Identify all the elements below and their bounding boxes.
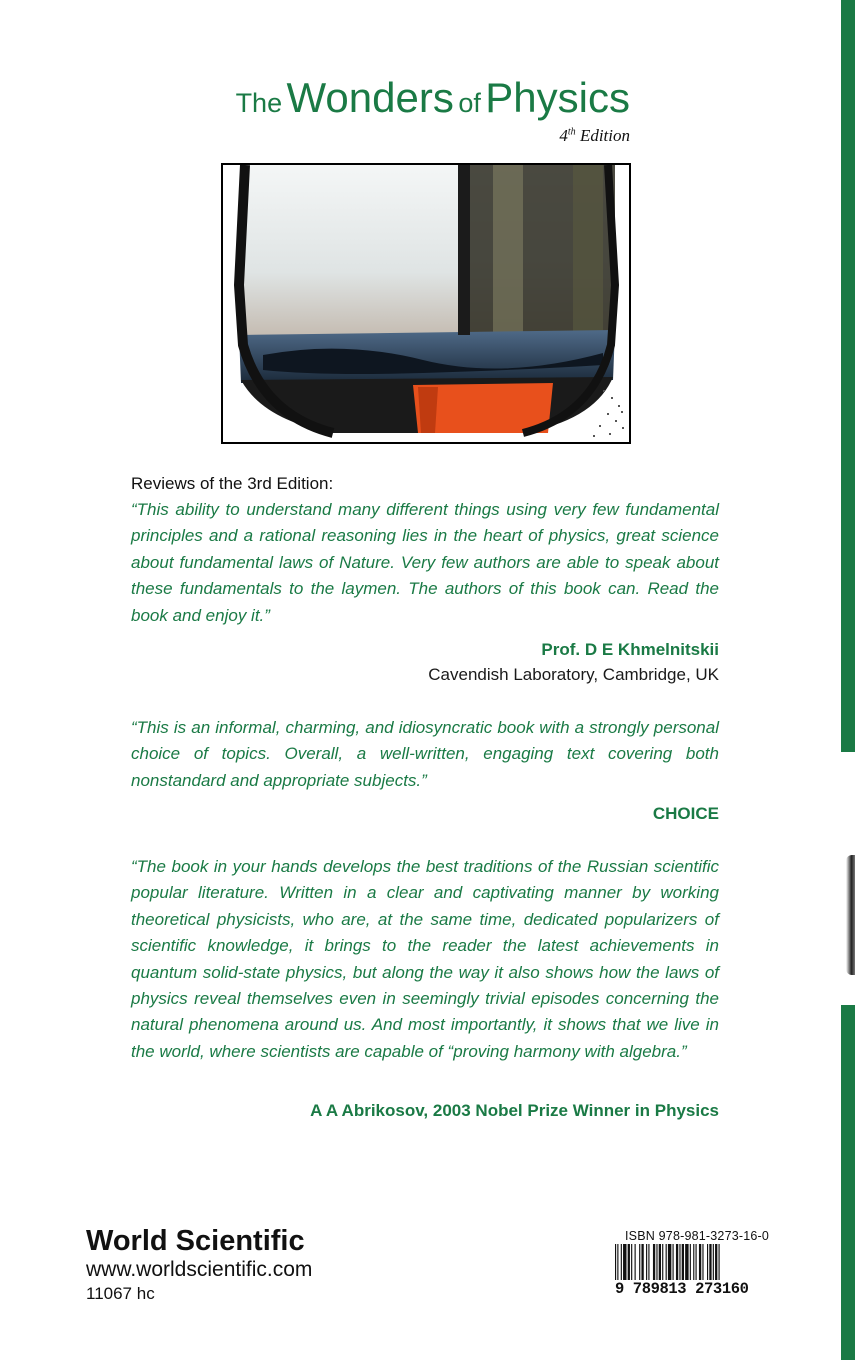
- review-author-2: CHOICE: [652, 804, 719, 823]
- product-code: 11067 hc: [86, 1284, 155, 1303]
- glass-edge-fragment: [846, 855, 855, 975]
- review-author-1: Prof. D E Khmelnitskii: [541, 640, 719, 659]
- review-quote-1: “This ability to understand many different things using very few fundamental principles and a rational reasoning lies in the heart of physics, great science about fundamental laws of Nature. Very few authors are able to speak about these fundamentals to the laymen. The authors of this book can. Read the book and enjoy it.”: [131, 500, 719, 625]
- review-quote-3: “The book in your hands develops the best traditions of the Russian scientific popular literature. Written in a clear and captivating manner by working theoretical physicists, who are, at the same time, dedicated popularizers of scientific knowledge, it brings to the reader the latest achievements in quantum solid-state physics, but along the way it also shows how the laws of physics reveal themselves even in seemingly trivial episodes concerning the natural phenomena around us. And most importantly, it shows that we live in the world, where scientists are capable of “proving harmony with algebra.”: [131, 857, 719, 1061]
- book-title: The Wonders of Physics: [235, 74, 630, 121]
- publisher-name: World Scientific: [86, 1225, 305, 1257]
- review-affiliation-1: Cavendish Laboratory, Cambridge, UK: [428, 665, 719, 684]
- review-author-3: A A Abrikosov, 2003 Nobel Prize Winner in Physics: [310, 1101, 719, 1120]
- green-edge-stripe-top: [841, 0, 855, 752]
- barcode-digits: 9 789813 273160: [615, 1280, 767, 1300]
- green-edge-stripe-bottom: [841, 1005, 855, 1360]
- edition-label: 4th Edition: [559, 126, 630, 145]
- review-quote-2: “This is an informal, charming, and idiosyncratic book with a strongly personal choice of topics. Overall, a well-written, engaging text covering both nonstandard and appropriate subjects.”: [131, 718, 719, 790]
- reviews-heading: Reviews of the 3rd Edition:: [131, 474, 334, 493]
- cover-photo-wine-glass: [221, 163, 631, 444]
- isbn-label: ISBN 978-981-3273-16-0: [625, 1229, 770, 1243]
- publisher-url: www.worldscientific.com: [86, 1258, 313, 1281]
